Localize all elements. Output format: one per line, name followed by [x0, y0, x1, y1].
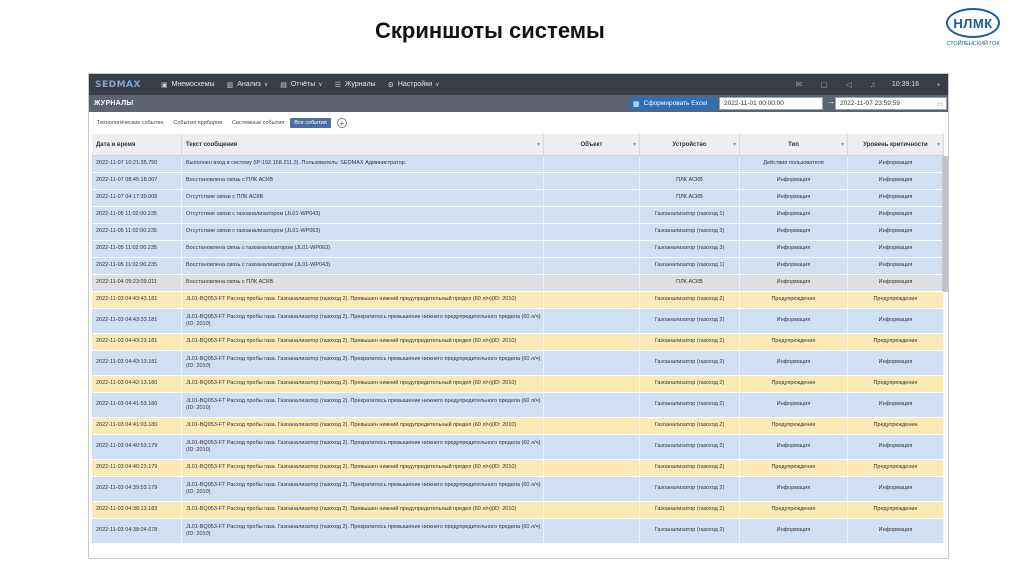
cell-date: 2022-11-03 04:43:33.181 [92, 309, 182, 333]
cell-obj [544, 241, 640, 257]
cell-obj [544, 418, 640, 434]
cell-date: 2022-11-03 04:38:04.678 [92, 519, 182, 543]
cell-crit: Предупреждение [848, 292, 944, 308]
cell-crit: Информация [848, 477, 944, 501]
tab-1[interactable]: События приборов [173, 120, 222, 126]
nav-item-label: Журналы [344, 81, 376, 88]
table-row[interactable] [92, 418, 944, 435]
cell-crit: Информация [848, 224, 944, 240]
cell-obj [544, 292, 640, 308]
cell-obj [544, 190, 640, 206]
cell-date: 2022-11-05 11:02:00.235 [92, 258, 182, 274]
cell-type: Предупреждение [740, 418, 848, 434]
cell-type: Информация [740, 207, 848, 223]
cell-date: 2022-11-03 04:40:53.179 [92, 435, 182, 459]
cell-dev: Газоанализатор (газоход 2) [640, 309, 740, 333]
cell-dev: Газоанализатор (газоход 2) [640, 519, 740, 543]
cell-obj [544, 351, 640, 375]
cell-date: 2022-11-03 04:38:13.183 [92, 502, 182, 518]
cell-obj [544, 309, 640, 333]
cell-crit: Информация [848, 309, 944, 333]
cell-type: Информация [740, 519, 848, 543]
table-row[interactable] [92, 258, 944, 275]
filter-icon[interactable]: ▾ [536, 142, 540, 148]
mail-icon[interactable]: ✉ [795, 80, 803, 89]
cell-dev: Газоанализатор (газоход 2) [640, 418, 740, 434]
cell-date: 2022-11-03 04:40:23.179 [92, 460, 182, 476]
section-header [89, 95, 948, 112]
cell-obj [544, 258, 640, 274]
cell-msg: Восстановлена связь с газоанализатором (JL01-WP063) [182, 241, 544, 257]
cell-crit: Предупреждение [848, 502, 944, 518]
cell-crit: Информация [848, 435, 944, 459]
nav-item-label: Отчёты [290, 81, 316, 88]
cell-msg: JL01-BQ053-FT Расход пробы газа. Газоанализатор (газоход 2). Превышен нижний предупредительный предел (60 л/ч)(ID: 2010) [182, 460, 544, 476]
cell-dev: Газоанализатор (газоход 2) [640, 435, 740, 459]
cell-dev: Газоанализатор (газоход 2) [640, 460, 740, 476]
cell-msg: JL01-BQ053-FT Расход пробы газа. Газоанализатор (газоход 2). Прекратилось превышение нижнего предупредительного предела (60 л/ч)(ID: 2010) [182, 435, 544, 459]
cell-date: 2022-11-03 04:41:03.180 [92, 418, 182, 434]
table-row[interactable] [92, 241, 944, 258]
cell-type: Предупреждение [740, 292, 848, 308]
cell-type: Информация [740, 477, 848, 501]
cell-obj [544, 502, 640, 518]
cell-msg: Восстановлена связь с газоанализатором (JL01-WP043) [182, 258, 544, 274]
nav-item-0[interactable] [161, 81, 215, 89]
date-to-input[interactable] [835, 97, 947, 110]
table-row[interactable] [92, 173, 944, 190]
company-logo [940, 8, 1006, 52]
cell-type: Информация [740, 435, 848, 459]
events-table [92, 134, 944, 544]
chat-icon[interactable]: ▢ [820, 80, 828, 89]
scrollbar[interactable] [942, 156, 948, 292]
table-row[interactable] [92, 156, 944, 173]
cell-dev [640, 156, 740, 172]
cell-date: 2022-11-07 10:21:35.750 [92, 156, 182, 172]
table-row[interactable] [92, 207, 944, 224]
cell-date: 2022-11-03 04:42:13.180 [92, 376, 182, 392]
cell-type: Информация [740, 224, 848, 240]
nav-item-label: Анализ [237, 81, 261, 88]
cell-type: Действие пользователя [740, 156, 848, 172]
nav-item-2[interactable] [280, 81, 322, 89]
cell-crit: Предупреждение [848, 418, 944, 434]
cell-crit: Информация [848, 156, 944, 172]
table-row[interactable] [92, 393, 944, 418]
brand-logo[interactable]: SEDMAX [95, 79, 141, 90]
column-header-1[interactable] [182, 134, 544, 155]
cell-dev: Газоанализатор (газоход 2) [640, 334, 740, 350]
filter-icon[interactable]: ▾ [632, 142, 636, 148]
section-title: ЖУРНАЛЫ [94, 100, 134, 107]
column-header-2[interactable] [544, 134, 640, 155]
table-row[interactable] [92, 435, 944, 460]
logo-text: НЛМК [953, 15, 993, 31]
cell-date: 2022-11-07 04:17:39.008 [92, 190, 182, 206]
logo-oval [946, 8, 1000, 38]
nav-item-label: Настройки [397, 81, 433, 88]
journal-icon: ☰ [334, 81, 341, 89]
cell-msg: Отсутствие связи с газоанализатором (JL01-WP063) [182, 224, 544, 240]
column-header-label: Тип [788, 141, 799, 148]
top-navbar [89, 74, 948, 95]
cell-msg: JL01-BQ053-FT Расход пробы газа. Газоанализатор (газоход 2). Превышен нижний предупредительный предел (60 л/ч)(ID: 2010) [182, 376, 544, 392]
main-nav [161, 81, 452, 89]
cell-msg: JL01-BQ053-FT Расход пробы газа. Газоанализатор (газоход 2). Прекратилось превышение нижнего предупредительного предела (60 л/ч)(ID: 2010) [182, 309, 544, 333]
cell-crit: Информация [848, 241, 944, 257]
cell-crit: Информация [848, 207, 944, 223]
cell-date: 2022-11-07 08:45:18.007 [92, 173, 182, 189]
logo-subtitle: СТОЙЛЕНСКИЙ ГОК [946, 41, 1000, 47]
table-row[interactable] [92, 519, 944, 544]
cell-crit: Предупреждение [848, 460, 944, 476]
cell-obj [544, 460, 640, 476]
table-header [92, 134, 944, 156]
cell-msg: JL01-BQ053-FT Расход пробы газа. Газоанализатор (газоход 2). Прекратилось превышение нижнего предупредительного предела (60 л/ч)(ID: 2010) [182, 519, 544, 543]
cell-crit: Предупреждение [848, 376, 944, 392]
tab-3[interactable]: Все события [290, 118, 331, 128]
export-excel-button[interactable] [629, 97, 717, 110]
cell-msg: JL01-BQ053-FT Расход пробы газа. Газоанализатор (газоход 2). Прекратилось превышение нижнего предупредительного предела (60 л/ч)(ID: 2010) [182, 351, 544, 375]
cell-type: Информация [740, 309, 848, 333]
cell-obj [544, 519, 640, 543]
table-row[interactable] [92, 351, 944, 376]
clock: 10:39:16 [891, 81, 920, 88]
gear-icon: ⚙ [387, 81, 394, 89]
filter-icon[interactable]: ▾ [936, 142, 940, 148]
cell-crit: Информация [848, 258, 944, 274]
cell-msg: Восстановлена связь с ПЛК АСКВ [182, 173, 544, 189]
table-row[interactable] [92, 309, 944, 334]
cell-obj [544, 393, 640, 417]
arrow-right-icon: → [827, 97, 835, 106]
nav-item-label: Мнемосхемы [171, 81, 215, 88]
cell-date: 2022-11-03 04:41:53.180 [92, 393, 182, 417]
cell-date: 2022-11-03 04:43:43.181 [92, 292, 182, 308]
cell-date: 2022-11-05 11:02:00.235 [92, 224, 182, 240]
cell-dev: Газоанализатор (газоход 2) [640, 502, 740, 518]
cell-dev: Газоанализатор (газоход 2) [640, 477, 740, 501]
export-excel-label: Сформировать Excel [643, 100, 708, 107]
cell-type: Предупреждение [740, 376, 848, 392]
date-to-value: 2022-11-07 23:59:59 [840, 100, 900, 107]
cell-obj [544, 224, 640, 240]
slide-title: Скриншоты системы [375, 18, 605, 43]
cell-dev: Газоанализатор (газоход 2) [640, 376, 740, 392]
cell-msg: JL01-BQ053-FT Расход пробы газа. Газоанализатор (газоход 2). Превышен нижний предупредительный предел (60 л/ч)(ID: 2010) [182, 334, 544, 350]
cell-dev: Газоанализатор (газоход 2) [640, 351, 740, 375]
chevron-down-icon: ∨ [318, 82, 323, 88]
cell-msg: Восстановлена связь с ПЛК АСКВ [182, 275, 544, 291]
cell-dev: Газоанализатор (газоход 3) [640, 241, 740, 257]
cell-msg: Отсутствие связи с газоанализатором (JL01-WP043) [182, 207, 544, 223]
column-header-label: Объект [580, 141, 603, 148]
cell-msg: JL01-BQ053-FT Расход пробы газа. Газоанализатор (газоход 2). Превышен нижний предупредительный предел (60 л/ч)(ID: 2010) [182, 502, 544, 518]
chart-icon: ▥ [226, 81, 234, 89]
cell-dev: ПЛК АСКВ [640, 190, 740, 206]
chevron-down-icon: ∨ [263, 82, 269, 88]
chevron-down-icon: ∨ [435, 82, 440, 88]
column-header-4[interactable] [740, 134, 848, 155]
column-header-0[interactable] [92, 134, 182, 155]
cell-crit: Информация [848, 275, 944, 291]
cell-date: 2022-11-05 11:02:00.235 [92, 207, 182, 223]
app-window [88, 73, 949, 559]
table-row[interactable] [92, 376, 944, 393]
cell-crit: Информация [848, 351, 944, 375]
tab-2[interactable]: Системные события [232, 120, 285, 126]
column-header-5[interactable] [848, 134, 944, 155]
cell-crit: Информация [848, 190, 944, 206]
cell-type: Информация [740, 173, 848, 189]
cell-type: Информация [740, 241, 848, 257]
cell-obj [544, 173, 640, 189]
cell-msg: JL01-BQ053-FT Расход пробы газа. Газоанализатор (газоход 2). Прекратилось превышение нижнего предупредительного предела (60 л/ч)(ID: 2010) [182, 477, 544, 501]
cell-obj [544, 156, 640, 172]
column-header-label: Текст сообщения [186, 141, 238, 148]
filter-icon[interactable]: ▾ [840, 142, 844, 148]
cell-date: 2022-11-03 04:43:23.181 [92, 334, 182, 350]
cell-dev: ПЛК АСКВ [640, 275, 740, 291]
cell-dev: Газоанализатор (газоход 2) [640, 393, 740, 417]
folder-icon: ▤ [280, 81, 287, 89]
date-from-input[interactable]: 2022-11-01 00:00:00 [719, 97, 823, 110]
cell-type: Информация [740, 190, 848, 206]
cell-obj [544, 477, 640, 501]
top-right-tools [777, 80, 948, 89]
monitor-icon: ▣ [160, 81, 168, 89]
cell-crit: Предупреждение [848, 334, 944, 350]
table-body [92, 156, 944, 544]
cell-date: 2022-11-05 11:02:00.235 [92, 241, 182, 257]
cell-date: 2022-11-03 04:39:53.179 [92, 477, 182, 501]
cell-type: Информация [740, 393, 848, 417]
cell-dev: Газоанализатор (газоход 1) [640, 258, 740, 274]
cell-obj [544, 334, 640, 350]
cell-type: Предупреждение [740, 460, 848, 476]
table-row[interactable] [92, 460, 944, 477]
nav-item-1[interactable] [227, 81, 269, 89]
column-header-label: Дата и время [96, 141, 136, 148]
filter-icon[interactable]: ▾ [732, 142, 736, 148]
table-row[interactable] [92, 334, 944, 351]
nav-item-4[interactable] [388, 81, 440, 89]
table-row[interactable] [92, 190, 944, 207]
cell-msg: JL01-BQ053-FT Расход пробы газа. Газоанализатор (газоход 2). Превышен нижний предупредительный предел (60 л/ч)(ID: 2010) [182, 418, 544, 434]
journal-tabs [89, 112, 948, 134]
tab-0[interactable]: Технологические события [97, 120, 164, 126]
table-row[interactable] [92, 275, 944, 292]
cell-date: 2022-11-03 04:43:13.181 [92, 351, 182, 375]
column-header-label: Устройство [672, 141, 707, 148]
cell-obj [544, 275, 640, 291]
nav-item-3[interactable] [335, 81, 376, 89]
cell-dev: Газоанализатор (газоход 3) [640, 224, 740, 240]
table-row[interactable] [92, 224, 944, 241]
cell-type: Предупреждение [740, 502, 848, 518]
cell-crit: Информация [848, 519, 944, 543]
excel-icon: ▦ [633, 100, 640, 108]
cell-dev: Газоанализатор (газоход 1) [640, 207, 740, 223]
cell-crit: Информация [848, 173, 944, 189]
calendar-icon[interactable]: ▭ [936, 100, 943, 108]
cell-crit: Информация [848, 393, 944, 417]
cell-msg: Отсутствие связи с ПЛК АСКВ [182, 190, 544, 206]
cell-msg: JL01-BQ053-FT Расход пробы газа. Газоанализатор (газоход 2). Прекратилось превышение нижнего предупредительного предела (60 л/ч)(ID: 2010) [182, 393, 544, 417]
table-row[interactable] [92, 477, 944, 502]
cell-date: 2022-11-04 05:23:09.011 [92, 275, 182, 291]
cell-msg: JL01-BQ053-FT Расход пробы газа. Газоанализатор (газоход 2). Превышен нижний предупредительный предел (60 л/ч)(ID: 2010) [182, 292, 544, 308]
cell-obj [544, 376, 640, 392]
cell-type: Предупреждение [740, 334, 848, 350]
cell-obj [544, 207, 640, 223]
cell-obj [544, 435, 640, 459]
cell-type: Информация [740, 275, 848, 291]
column-header-label: Уровень критичности [863, 141, 928, 148]
sound-icon[interactable]: ◁ [845, 80, 852, 89]
column-header-3[interactable] [640, 134, 740, 155]
cell-msg: Выполнен вход в систему (IP:192.168.211.3). Пользователь: SEDMAX Администратор. [182, 156, 544, 172]
cell-dev: ПЛК АСКВ [640, 173, 740, 189]
bell-icon[interactable]: ♫ [869, 80, 876, 89]
add-tab-icon[interactable]: + [337, 118, 347, 128]
table-row[interactable] [92, 292, 944, 309]
table-row[interactable] [92, 502, 944, 519]
cell-dev: Газоанализатор (газоход 2) [640, 292, 740, 308]
cell-type: Информация [740, 351, 848, 375]
user-icon[interactable]: ▪ [937, 80, 940, 89]
cell-type: Информация [740, 258, 848, 274]
